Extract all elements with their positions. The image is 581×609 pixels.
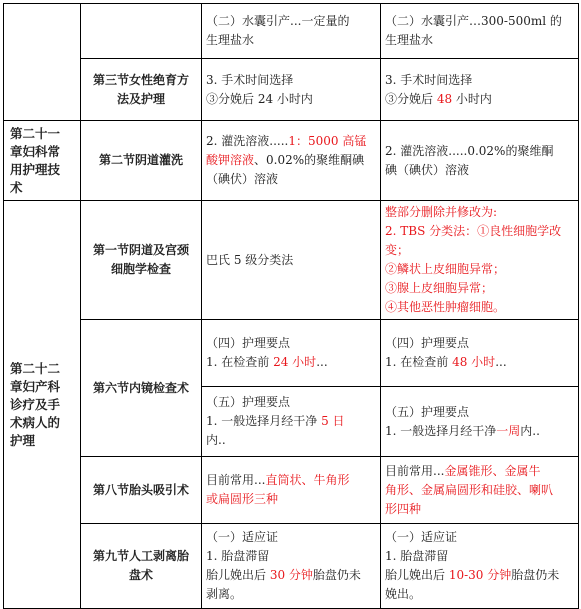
table-row — [4, 201, 579, 320]
old-content-cell: （五）护理要点 1. 一般选择月经干净 5 日 内.. — [202, 387, 381, 457]
revision-table — [3, 3, 579, 609]
section-title: 第六节内镜检查术 — [81, 320, 202, 457]
changed-text: 角形、金属扁圆形和硅胶、喇叭 — [385, 482, 554, 497]
section-cell-empty — [81, 4, 202, 59]
changed-text: 48 小时 — [452, 355, 496, 369]
changed-text: 10-30 分钟 — [448, 568, 512, 582]
table-row — [4, 524, 579, 609]
section-title: 第九节人工剥离胎 盘术 — [81, 524, 202, 609]
changed-text: 48 — [436, 91, 453, 106]
new-content-cell: （二）水囊引产…300-500ml 的 生理盐水 — [381, 4, 579, 59]
old-content-cell: （一）适应证 1. 胎盘滞留 胎儿娩出后 30 分钟胎盘仍未 剥离。 — [202, 524, 381, 609]
new-content-cell: 目前常用...金属锥形、金属牛 角形、金属扁圆形和硅胶、喇叭 形四种 — [381, 457, 579, 524]
new-content-cell: 2. 灌洗溶液.....0.02%的聚维酮 碘（碘伏）溶液 — [381, 121, 579, 201]
chapter-cell-empty — [4, 4, 81, 121]
changed-text: 30 分钟 — [269, 568, 313, 582]
section-title: 第八节胎头吸引术 — [81, 457, 202, 524]
old-content-cell: 3. 手术时间选择 ③分娩后 24 小时内 — [202, 59, 381, 121]
new-content-cell: （一）适应证 1. 胎盘滞留 胎儿娩出后 10-30 分钟胎盘仍未 娩出。 — [381, 524, 579, 609]
old-content-cell: 2. 灌洗溶液.....1：5000 高锰 酸钾溶液、0.02%的聚维酮碘 （碘伏）溶液 — [202, 121, 381, 201]
section-title: 第三节女性绝育方 法及护理 — [81, 59, 202, 121]
changed-text: 酸钾溶液 — [206, 153, 255, 167]
new-content-cell: 3. 手术时间选择 ③分娩后 48 小时内 — [381, 59, 579, 121]
old-content-cell: 巴氏 5 级分类法 — [202, 201, 381, 320]
table-row — [4, 320, 579, 387]
new-content-cell: 整部分删除并修改为: 2. TBS 分类法：①良性细胞学改 变； ②鳞状上皮细胞异常； ③腺上皮细胞异常； ④其他恶性肿瘤细胞。 — [381, 201, 579, 320]
table-row — [4, 457, 579, 524]
changed-text: 形四种 — [385, 501, 422, 516]
new-content-cell: （四）护理要点 1. 在检查前 48 小时... — [381, 320, 579, 387]
chapter-title: 第二十一 章妇科常 用护理技 术 — [4, 121, 81, 201]
section-title: 第二节阴道灌洗 — [81, 121, 202, 201]
section-title: 第一节阴道及宫颈 细胞学检查 — [81, 201, 202, 320]
old-content-cell: （二）水囊引产...一定量的 生理盐水 — [202, 4, 381, 59]
old-content-cell: （四）护理要点 1. 在检查前 24 小时... — [202, 320, 381, 387]
table-row — [4, 121, 579, 201]
changed-text: 1：5000 高锰 — [288, 134, 367, 148]
chapter-title: 第二十二 章妇产科 诊疗及手 术病人的 护理 — [4, 201, 81, 609]
changed-text: 24 小时 — [273, 355, 317, 369]
table-row — [4, 59, 579, 121]
changed-text: 5 日 — [321, 414, 345, 428]
new-content-cell: （五）护理要点 1. 一般选择月经干净一周内.. — [381, 387, 579, 457]
changed-text: 直筒状、牛角形 — [265, 473, 350, 487]
changed-text: 或扁圆形三种 — [206, 492, 279, 506]
changed-text: 一周 — [496, 423, 521, 438]
changed-text: 金属锥形、金属牛 — [444, 463, 541, 478]
old-content-cell: 目前常用...直筒状、牛角形 或扁圆形三种 — [202, 457, 381, 524]
table-row — [4, 4, 579, 59]
